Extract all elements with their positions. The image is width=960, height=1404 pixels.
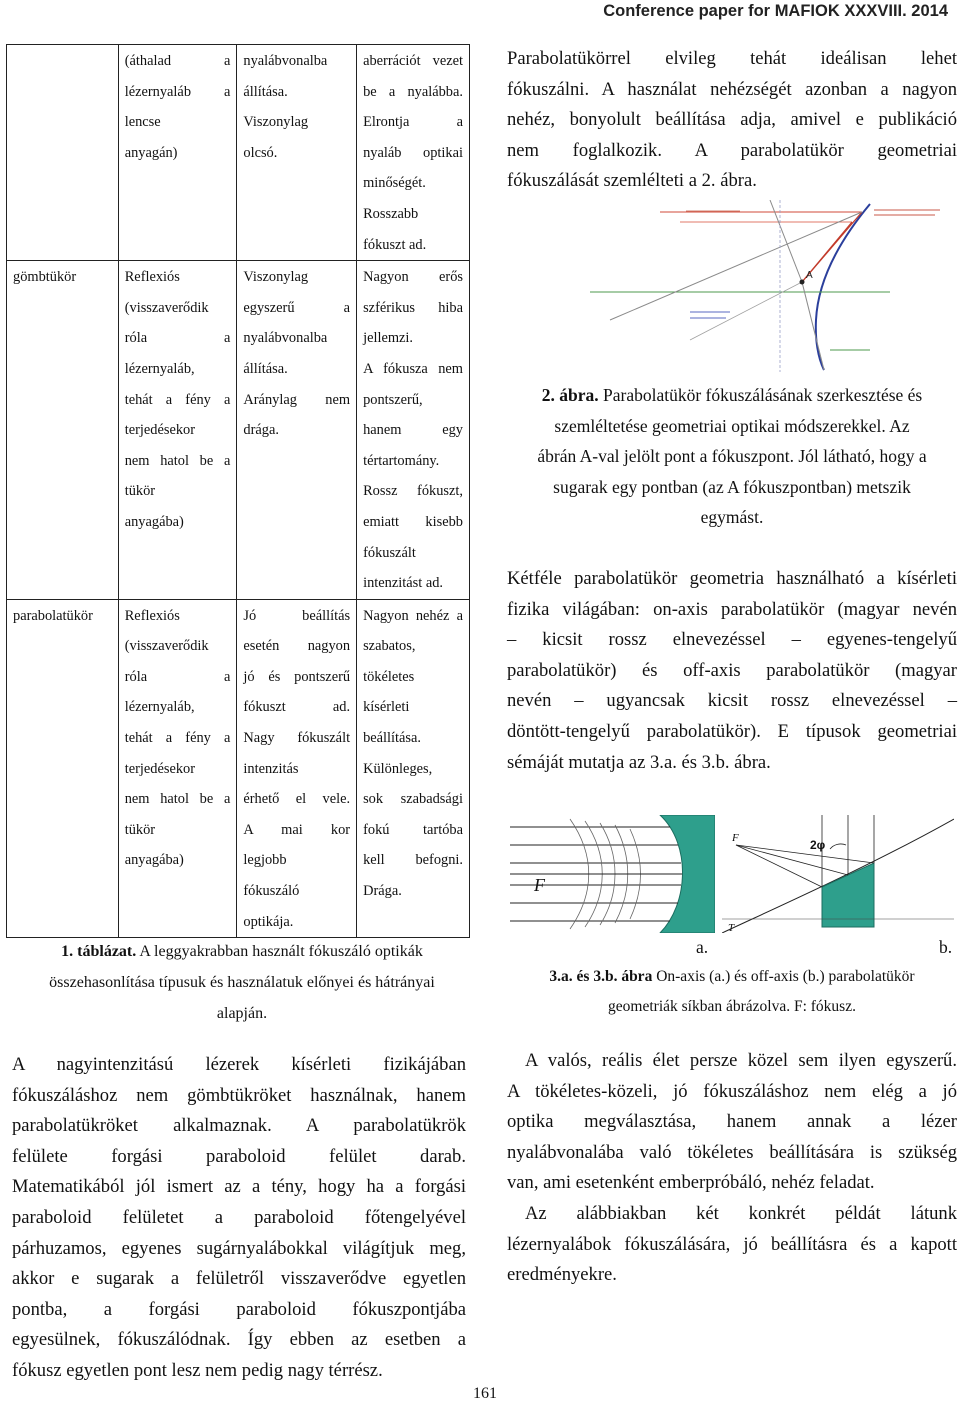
construction-line bbox=[690, 282, 802, 340]
off-axis-axis-label: T bbox=[728, 922, 735, 933]
table-cell-line: terjedésekor bbox=[124, 760, 196, 777]
off-axis-reflected bbox=[736, 845, 848, 875]
table-cell-line: (visszaverődik bbox=[124, 638, 209, 655]
table-cell-line: Rossz fókuszt, bbox=[363, 483, 463, 500]
table-caption-text: A leggyakrabban használt fókuszáló optikák bbox=[136, 943, 423, 960]
paragraph-line: A tökéletes-közeli, jó fókuszáláshoz nem elég a jó bbox=[507, 1080, 957, 1102]
table-cell-line: anyagába) bbox=[124, 513, 184, 530]
on-axis-focus-label: F bbox=[534, 875, 545, 895]
table-cell-line: lencse bbox=[124, 114, 161, 131]
figure-2-caption-line3: ábrán A-val jelölt pont a fókuszpont. Jól látható, hogy a bbox=[537, 446, 927, 467]
paragraph-line: optika megválasztása, hanem annak a lézer bbox=[507, 1111, 957, 1133]
table-cell-c2 bbox=[118, 45, 237, 261]
paragraph-line: fókuszálását szemlélteti a 2. ábra. bbox=[507, 170, 757, 192]
table-cell-line: aberrációt vezet bbox=[363, 53, 463, 69]
table-row bbox=[7, 261, 470, 600]
table-cell-line: róla a bbox=[124, 668, 231, 685]
paragraph-line: nehéz, bonyolult beállítása adja, amivel e publikáció bbox=[507, 109, 957, 131]
table-cell-line: anyagán) bbox=[124, 144, 178, 161]
table-cell-line: legjobb bbox=[243, 852, 287, 869]
off-axis-angle-label: 2φ bbox=[810, 838, 826, 852]
table-cell-line: Drága. bbox=[363, 883, 402, 900]
table-cell-line: fokú tartóba bbox=[363, 821, 463, 838]
table-cell-c2 bbox=[118, 261, 237, 600]
table-cell-line: Viszonylag bbox=[243, 269, 309, 286]
table-cell-c3 bbox=[237, 261, 357, 600]
table-cell-line: be a nyalábba. bbox=[363, 83, 463, 100]
figure-3b-label: b. bbox=[939, 937, 953, 957]
table-caption bbox=[12, 936, 472, 1029]
paragraph-line: párhuzamos, egyenes sugárnyalábokkal világítjuk meg, bbox=[12, 1237, 466, 1259]
paragraph-line: eredményekre. bbox=[507, 1264, 617, 1286]
table-cell-c3 bbox=[237, 45, 357, 261]
table-cell-line: tehát a fény a bbox=[124, 391, 231, 408]
table-cell-line: gömbtükör bbox=[13, 269, 77, 286]
paragraph-line: egyesülnek, fókuszálódnak. Így ebben az esetben a bbox=[12, 1329, 466, 1351]
table-cell-line: nyalábvonalba bbox=[243, 53, 328, 69]
table-cell-line: tükör bbox=[124, 483, 156, 500]
table-cell-line: anyagába) bbox=[124, 852, 184, 869]
table-cell-c4 bbox=[357, 599, 470, 938]
table-cell-line: kísérleti bbox=[363, 699, 410, 716]
table-cell-line: fókuszt ad. bbox=[363, 236, 427, 253]
parabola-curve bbox=[816, 204, 870, 370]
figure-2-caption bbox=[507, 380, 957, 533]
table-cell-line: nyalábvonalba bbox=[243, 330, 328, 347]
table-cell-line: Reflexiós bbox=[124, 607, 180, 624]
table-caption-line3: alapján. bbox=[216, 1005, 268, 1022]
figure-2-caption-label: 2. ábra. bbox=[541, 385, 599, 405]
paragraph-line: fókuszáláshoz nem gömbtükröket használnak, hanem bbox=[12, 1084, 466, 1106]
table-cell-line: intenzitás bbox=[243, 760, 299, 777]
paragraph-line: felülete forgási paraboloid felület darab. bbox=[12, 1145, 466, 1167]
figure-2-caption-line2: szemléltetése geometriai optikai módszerekkel. Az bbox=[554, 415, 910, 436]
construction-line bbox=[802, 282, 824, 370]
table-cell-line: Elrontja a bbox=[363, 114, 463, 131]
table-cell-line: jellemzi. bbox=[363, 330, 414, 347]
paragraph-line: Kétféle parabolatükör geometria használható a kísérleti bbox=[507, 568, 957, 589]
table-cell-line: nyaláb optikai bbox=[363, 144, 463, 161]
table-cell-c3 bbox=[237, 599, 357, 938]
table-cell-c1 bbox=[7, 45, 119, 261]
right-paragraph-1 bbox=[507, 44, 957, 197]
table-cell-line: nem hatol be a bbox=[124, 452, 231, 469]
table-cell-line: A mai kor bbox=[243, 821, 351, 838]
table-cell-line: állítása. bbox=[243, 360, 288, 377]
construction-line bbox=[610, 212, 862, 320]
table-cell-line: tökéletes bbox=[363, 668, 415, 685]
table-cell-line: Viszonylag bbox=[243, 114, 309, 131]
table-cell-c1 bbox=[7, 261, 119, 600]
page-number: 161 bbox=[473, 1385, 497, 1402]
table-cell-line: állítása. bbox=[243, 83, 288, 100]
table-cell-line: Nagyon nehéz a bbox=[363, 607, 463, 624]
focus-point bbox=[800, 280, 805, 285]
table-cell-line: lézernyaláb a bbox=[124, 83, 231, 100]
figure-3a-on-axis bbox=[510, 815, 715, 933]
figure-2-caption-line1: Parabolatükör fókuszálásának szerkesztése és bbox=[598, 385, 923, 405]
table-cell-line: parabolatükör bbox=[13, 607, 93, 624]
table-cell-line: lézernyaláb, bbox=[124, 699, 195, 716]
table-cell-line: emiatt kisebb bbox=[363, 513, 463, 530]
table-cell-line: nem hatol be a bbox=[124, 791, 231, 808]
comparison-table bbox=[6, 44, 470, 938]
table-cell-line: intenzitást ad. bbox=[363, 575, 443, 592]
figure-3b-off-axis bbox=[722, 815, 954, 933]
table-caption-label: 1. táblázat. bbox=[61, 943, 137, 960]
table-cell-line: tehát a fény a bbox=[124, 730, 231, 747]
figure-3-caption-line1: On-axis (a.) és off-axis (b.) parabolatükör bbox=[652, 968, 915, 985]
table-cell-line: Nagyon erős bbox=[363, 269, 463, 286]
paragraph-line: A valós, reális élet persze közel sem ilyen egyszerű. bbox=[525, 1050, 957, 1071]
right-paragraph-2 bbox=[507, 564, 957, 778]
paragraph-line: nyalábvonalába való tökéletes beállítására is szükség bbox=[507, 1141, 957, 1163]
table-cell-line: optikája. bbox=[243, 913, 294, 930]
table-cell-line: sok szabadsági bbox=[363, 791, 463, 808]
figure-3a-label: a. bbox=[696, 937, 709, 957]
table-cell-line: drága. bbox=[243, 422, 279, 439]
figure-3-caption-line2: geometriák síkban ábrázolva. F: fókusz. bbox=[608, 998, 856, 1015]
figure-2-caption-line4: sugarak egy pontban (az A fókuszpontban) metszik bbox=[553, 476, 911, 497]
table-cell-line: olcsó. bbox=[243, 144, 278, 161]
paragraph-line: döntött-tengelyű parabolatükör). E típusok geometriai bbox=[507, 720, 957, 742]
table-cell-line: egyszerű a bbox=[243, 299, 351, 316]
table-cell-line: terjedésekor bbox=[124, 422, 196, 439]
paragraph-line: akkor e sugarak a felületről visszaverődve egyetlen bbox=[12, 1268, 466, 1290]
table-cell-line: tértartomány. bbox=[363, 452, 440, 469]
table-cell-line: (áthalad a bbox=[124, 53, 231, 69]
table-cell-line: jó és pontszerű bbox=[243, 668, 351, 685]
table-cell-line: Jó beállítás bbox=[243, 607, 351, 624]
paragraph-line: parabolatükröket alkalmaznak. A parabolatükrök bbox=[12, 1115, 466, 1137]
table-cell-c2 bbox=[118, 599, 237, 938]
table-cell-line: hanem egy bbox=[363, 422, 463, 439]
table-cell-line: érhető el vele. bbox=[243, 791, 351, 808]
table-cell-line: Reflexiós bbox=[124, 269, 180, 286]
paragraph-line: sémáját mutatja az 3.a. és 3.b. ábra. bbox=[507, 751, 771, 773]
figure-2-parabola-construction bbox=[590, 200, 950, 372]
table-cell-c4 bbox=[357, 45, 470, 261]
paragraph-line: fókusz egyetlen pont lesz nem pedig nagy térrész. bbox=[12, 1359, 383, 1381]
figure-2-caption-line5: egymást. bbox=[700, 507, 764, 528]
paragraph-line: Matematikából jól ismert az a tény, hogy ha a forgási bbox=[12, 1176, 466, 1198]
paragraph-line: lézernyalábok fókuszálására, jó beállításra és a kapott bbox=[507, 1233, 957, 1255]
table-row bbox=[7, 45, 470, 261]
figure-3-caption-label: 3.a. és 3.b. ábra bbox=[549, 968, 653, 985]
table-cell-line: Rosszabb bbox=[363, 205, 419, 222]
table-cell-line: fókuszáló bbox=[243, 883, 300, 900]
right-paragraph-3 bbox=[507, 1046, 957, 1199]
paragraph-line: parabolatükör) és off-axis parabolatükör (magyar bbox=[507, 659, 957, 681]
table-cell-line: A fókusza nem bbox=[363, 360, 463, 377]
note-box-top-right bbox=[870, 206, 944, 220]
table-cell-line: tükör bbox=[124, 821, 156, 838]
paragraph-line: nem foglalkozik. A parabolatükör geometriai bbox=[507, 139, 957, 161]
paragraph-line: fizika világában: on-axis parabolatükör (magyar nevén bbox=[507, 598, 957, 620]
right-paragraph-4 bbox=[507, 1199, 957, 1291]
table-cell-line: kell befogni. bbox=[363, 852, 463, 869]
table-cell-line: Nagy fókuszált bbox=[243, 730, 351, 747]
table-row bbox=[7, 599, 470, 938]
table-cell-c1 bbox=[7, 599, 119, 938]
paragraph-line: paraboloid felületet a paraboloid főtengelyével bbox=[12, 1206, 466, 1228]
table-cell-line: szférikus hiba bbox=[363, 299, 463, 316]
table-cell-line: róla a bbox=[124, 330, 231, 347]
paragraph-line: fókuszálni. A használat nehézségét azonban a nagyon bbox=[507, 78, 957, 100]
off-axis-focus-label: F bbox=[732, 832, 739, 844]
table-cell-line: lézernyaláb, bbox=[124, 360, 195, 377]
paragraph-line: pontba, a forgási paraboloid fókuszpontjába bbox=[12, 1298, 466, 1320]
off-axis-reflected bbox=[736, 845, 874, 863]
paragraph-line: Parabolatükörrel elvileg tehát ideálisan lehet bbox=[507, 48, 957, 69]
table-cell-line: szabatos, bbox=[363, 638, 416, 655]
table-cell-line: esetén nagyon bbox=[243, 638, 351, 655]
focus-label: A bbox=[806, 270, 813, 281]
figure-3-caption bbox=[507, 962, 957, 1022]
paragraph-line: Az alábbiakban két konkrét példát látunk bbox=[525, 1203, 957, 1224]
conference-header: Conference paper for MAFIOK XXXVIII. 2014 bbox=[603, 2, 948, 20]
table-cell-c4 bbox=[357, 261, 470, 600]
table-cell-line: beállítása. bbox=[363, 730, 422, 747]
table-cell-line: fókuszt ad. bbox=[243, 699, 351, 716]
table-cell-line: pontszerű, bbox=[363, 391, 423, 408]
table-caption-line2: összehasonlítása típusuk és használatuk előnyei és hátrányai bbox=[49, 974, 435, 991]
paragraph-line: A nagyintenzitású lézerek kísérleti fizikájában bbox=[12, 1054, 466, 1075]
table-cell-line: (visszaverődik bbox=[124, 299, 209, 316]
table-cell-line: minőségét. bbox=[363, 175, 426, 192]
table-cell-line: Különleges, bbox=[363, 760, 433, 777]
table-cell-line: Aránylag nem bbox=[243, 391, 351, 408]
table-cell-line: fókuszált bbox=[363, 544, 416, 561]
paragraph-line: van, ami esetenként emberpróbáló, nehéz feladat. bbox=[507, 1172, 875, 1194]
angle-arc bbox=[830, 844, 846, 849]
left-paragraph bbox=[12, 1050, 466, 1387]
paragraph-line: nevén – ugyancsak kicsit rossz elnevezéssel – bbox=[507, 690, 957, 712]
paragraph-line: – kicsit rossz elnevezéssel – egyenes-tengelyű bbox=[507, 629, 957, 651]
